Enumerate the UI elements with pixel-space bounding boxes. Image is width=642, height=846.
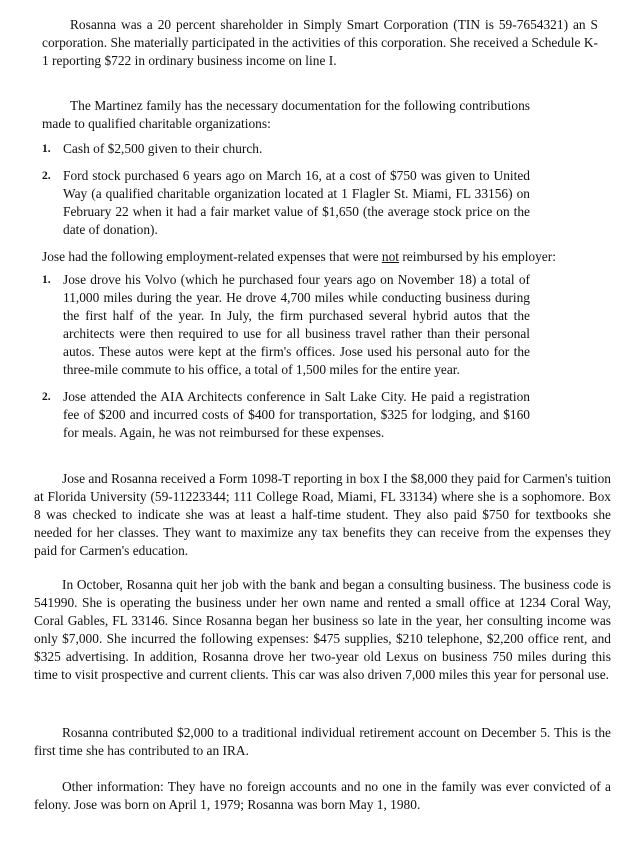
contribution-item — [42, 140, 530, 158]
education-paragraph: Jose and Rosanna received a Form 1098-T reporting in box I the $8,000 they paid for Carmen's tuition at Florida University (59-11223344; 111 College Road, Miami, FL 33134) where she is a sophomore. Box 8 was checked to indicate she was at least a half-time student. They also paid $750 for textbooks she needed for her classes. They want to maximize any tax benefits they can receive from the expenses they paid for Carmen's education. — [34, 471, 611, 558]
item-number: 1. — [42, 143, 51, 155]
contributions-list — [42, 140, 530, 239]
employment-intro-end: reimbursed by his employer: — [399, 249, 556, 264]
item-number: 2. — [42, 391, 51, 403]
business-paragraph: In October, Rosanna quit her job with the bank and began a consulting business. The business code is 541990. She is operating the business under her own name and rented a small office at 1234 Coral Way, Coral Gables, FL 33146. Since Rosanna began her business so late in the year, her consulting income was only $7,000. She incurred the following expenses: $475 supplies, $210 telephone, $2,200 office rent, and $325 advertising. In addition, Rosanna drove her two-year old Lexus on business 750 miles during this time to visit prospective and current clients. This car was also driven 7,000 miles this year for personal use. — [34, 577, 611, 682]
contribution-item — [42, 167, 530, 239]
expense-item — [42, 388, 530, 442]
item-text: Jose attended the AIA Architects conference in Salt Lake City. He paid a registration fee of $200 and incurred costs of $400 for transportation, $325 for lodging, and $160 for meals. Again, he was not reimbursed for these expenses. — [63, 389, 530, 440]
item-number: 1. — [42, 274, 51, 286]
k1-paragraph: Rosanna was a 20 percent shareholder in Simply Smart Corporation (TIN is 59-7654321) an S corporation. She materially participated in the activities of this corporation. She received a Schedule K-1 reporting $722 in ordinary business income on line I. — [42, 17, 598, 68]
employment-intro — [42, 248, 602, 266]
item-text: Cash of $2,500 given to their church. — [63, 141, 263, 156]
ira-paragraph: Rosanna contributed $2,000 to a traditional individual retirement account on December 5. This is the first time she has contributed to an IRA. — [34, 725, 611, 758]
expense-item — [42, 271, 530, 379]
employment-intro-underlined: not — [381, 249, 399, 264]
contributions-intro: The Martinez family has the necessary documentation for the following contributions made to qualified charitable organizations: — [42, 98, 530, 131]
item-text: Ford stock purchased 6 years ago on March 16, at a cost of $750 was given to United Way (a qualified charitable organization located at 1 Flagler St. Miami, FL 33156) on February 22 when it had a fair market value of $1,650 (the average stock price on the date of donation). — [63, 168, 530, 237]
employment-intro-start: Jose had the following employment-related expenses that were — [42, 249, 382, 264]
item-text: Jose drove his Volvo (which he purchased four years ago on November 18) a total of 11,000 miles during the year. He drove 4,700 miles while conducting business during the first half of the year. In July, the firm purchased several hybrid autos that the architects were then required to use for all business travel rather than their personal autos. These autos were kept at the firm's offices. Jose used his personal auto for the three-mile commute to his office, a total of 1,500 miles for the entire year. — [63, 272, 530, 377]
item-number: 2. — [42, 170, 51, 182]
employment-list — [42, 271, 530, 442]
other-info-paragraph: Other information: They have no foreign accounts and no one in the family was ever convicted of a felony. Jose was born on April 1, 1979; Rosanna was born May 1, 1980. — [34, 779, 611, 812]
